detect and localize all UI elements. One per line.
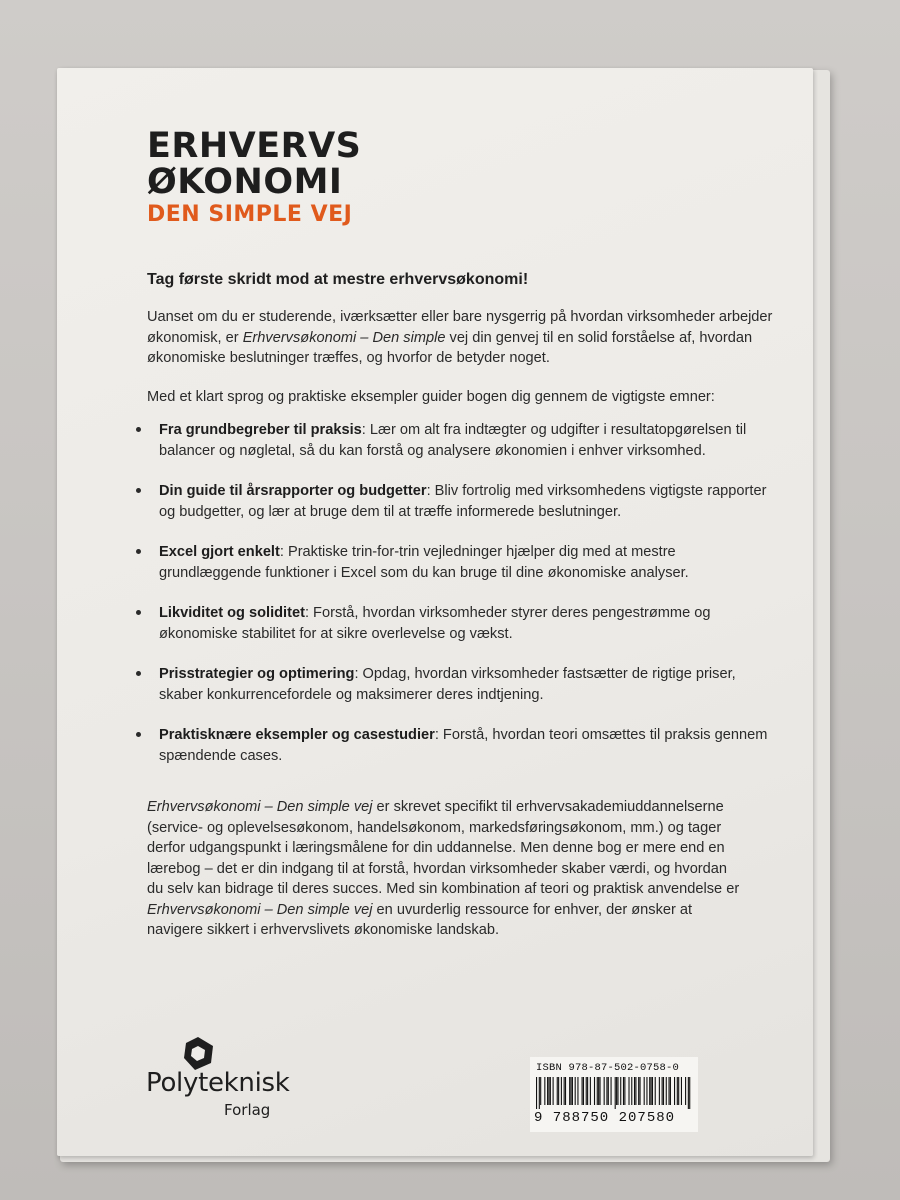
topic-heading: Prisstrategier og optimering xyxy=(159,666,355,682)
isbn-barcode xyxy=(530,1057,698,1132)
barcode-bar xyxy=(604,1077,605,1105)
topic-heading: Excel gjort enkelt xyxy=(159,544,280,560)
barcode-bar xyxy=(644,1077,645,1105)
topic-text: : Praktiske trin-for-trin vejledninger hjælper dig med at mestre grundlæggende funktioner i Excel som du kan bruge til dine økonomiske analyser. xyxy=(159,544,689,581)
barcode-bar xyxy=(681,1077,682,1105)
barcode-bar xyxy=(670,1077,671,1105)
topic-item xyxy=(128,664,768,705)
intro-text-b: vej din genvej til en solid forståelse af, hvordan økonomiske beslutninger træffes, og hvorfor de betyder noget. xyxy=(147,329,753,366)
publisher-logo xyxy=(146,1034,306,1124)
topic-item xyxy=(128,481,768,522)
barcode-bar xyxy=(611,1077,612,1105)
barcode-bar xyxy=(666,1077,667,1105)
bullet-icon xyxy=(136,671,141,676)
barcode-bar xyxy=(544,1077,545,1105)
bullet-icon xyxy=(136,488,141,493)
barcode-bar xyxy=(571,1077,572,1105)
barcode-bar xyxy=(583,1077,584,1105)
barcode-bar xyxy=(631,1077,632,1105)
barcode-bar xyxy=(688,1077,689,1109)
barcode-bar xyxy=(599,1077,600,1105)
bullet-icon xyxy=(136,732,141,737)
topic-item xyxy=(128,420,768,461)
barcode-bar xyxy=(689,1077,690,1109)
title-line-1: ERHVERVS xyxy=(147,126,362,166)
barcode-bar xyxy=(582,1077,583,1105)
bullet-icon xyxy=(136,549,141,554)
barcode-bar xyxy=(540,1077,541,1105)
barcode-bar xyxy=(616,1077,617,1105)
topic-heading: Fra grundbegreber til praksis xyxy=(159,422,362,438)
barcode-bar xyxy=(646,1077,647,1105)
publisher-sub: Forlag xyxy=(224,1101,271,1119)
barcode-bar xyxy=(558,1077,559,1105)
topic-text: : Forstå, hvordan virksomheder styrer deres pengestrømme og økonomiske stabilitet for at sikre overlevelse og vækst. xyxy=(159,605,711,642)
closing-paragraph xyxy=(147,797,743,941)
tagline: Tag første skridt mod at mestre erhvervsøkonomi! xyxy=(147,271,529,288)
title-line-2: ØKONOMI xyxy=(147,162,343,202)
barcode-bar xyxy=(628,1077,629,1105)
bullet-icon xyxy=(136,610,141,615)
closing-text-b: en uvurderlig ressource for enhver, der ønsker at navigere sikkert i erhvervslivets økonomiske landskab. xyxy=(147,901,693,938)
barcode-bar xyxy=(635,1077,636,1105)
closing-text-a: er skrevet specifikt til erhvervsakademiuddannelserne (service- og oplevelsesøkonom, handelsøkonom, markedsføringsøkonom, mm.) og tager derfor udgangspunkt i læringsmålene for din uddannelse. Men denne bog er mere end en lærebog – det er din indgang til at forstå, hvordan virksomheder skaber værdi, og hvordan du selv kan bidrage til deres succes. Med sin kombination af teori og praktisk anvendelse er xyxy=(147,799,740,897)
barcode-bar xyxy=(572,1077,573,1105)
barcode-digits: 9 788750 207580 xyxy=(534,1110,676,1126)
barcode-bar xyxy=(548,1077,549,1105)
topic-text: : Opdag, hvordan virksomheder fastsætter de rigtige priser, skaber konkurrencefordele og maksimerer deres indtjening. xyxy=(159,666,736,703)
intro-paragraph-2: Med et klart sprog og praktiske eksempler guider bogen dig gennem de vigtigste emner: xyxy=(147,389,715,405)
barcode-bar xyxy=(624,1077,625,1105)
barcode-bar xyxy=(617,1077,618,1105)
barcode-bar xyxy=(594,1077,595,1105)
barcode-bar xyxy=(569,1077,570,1105)
barcode-bar xyxy=(685,1077,686,1105)
barcode-bar xyxy=(634,1077,635,1105)
barcode-bar xyxy=(649,1077,650,1105)
barcode-bar xyxy=(577,1077,578,1105)
topic-text: : Lær om alt fra indtægter og udgifter i resultatopgørelsen til balancer og nøgletal, så du kan forstå og analysere økonomien i enhver virksomhed. xyxy=(159,422,747,459)
isbn-label: ISBN 978-87-502-0758-0 xyxy=(536,1062,680,1074)
barcode-bar xyxy=(553,1077,554,1105)
topic-heading: Likviditet og soliditet xyxy=(159,605,305,621)
intro-italic-title: Erhvervsøkonomi – Den simple xyxy=(242,329,446,346)
barcode-bar xyxy=(586,1077,587,1105)
barcode-bar xyxy=(564,1077,565,1105)
barcode-bar xyxy=(575,1077,576,1105)
barcode-bar xyxy=(638,1077,639,1105)
title-subtitle: DEN SIMPLE VEJ xyxy=(147,202,353,227)
barcode-bar xyxy=(652,1077,653,1105)
barcode-bar xyxy=(663,1077,664,1105)
barcode-bar xyxy=(674,1077,675,1105)
topic-text: : Bliv fortrolig med virksomhedens vigtigste rapporter og budgetter, og lær at bruge dem til at træffe informerede beslutninger. xyxy=(159,483,767,520)
barcode-bar xyxy=(659,1077,660,1105)
barcode-bar xyxy=(677,1077,678,1105)
intro-paragraph xyxy=(147,307,777,369)
closing-italic-title-a: Erhvervsøkonomi – Den simple vej xyxy=(147,799,373,815)
barcode-bar xyxy=(557,1077,558,1105)
barcode-bar xyxy=(620,1077,621,1105)
barcode-bar xyxy=(606,1077,607,1105)
barcode-bar xyxy=(598,1077,599,1105)
barcode-bar xyxy=(655,1077,656,1105)
barcode-bar xyxy=(662,1077,663,1105)
book-title xyxy=(147,128,361,230)
topic-text: : Forstå, hvordan teori omsættes til praksis gennem spændende cases. xyxy=(159,727,768,764)
barcode-bar xyxy=(539,1077,540,1109)
topic-heading: Praktisknære eksempler og casestudier xyxy=(159,727,435,743)
barcode-bar xyxy=(547,1077,548,1105)
publisher-name: Polyteknisk xyxy=(146,1068,290,1098)
barcode-bar xyxy=(561,1077,562,1105)
topic-item xyxy=(128,603,768,644)
closing-italic-title-b: Erhvervsøkonomi – Den simple vej xyxy=(147,901,373,918)
intro-text-a: Uanset om du er studerende, iværksætter eller bare nysgerrig på hvordan virksomheder arbejder økonomisk, er xyxy=(147,309,773,346)
barcode-bar xyxy=(587,1077,588,1105)
barcode-bar xyxy=(678,1077,679,1105)
barcode-bar xyxy=(536,1077,537,1109)
barcode-bar xyxy=(623,1077,624,1105)
topic-heading: Din guide til årsrapporter og budgetter xyxy=(159,483,427,499)
topic-item xyxy=(128,725,768,766)
barcode-bar xyxy=(550,1077,551,1105)
barcode-bars xyxy=(534,1077,694,1109)
barcode-bar xyxy=(608,1077,609,1105)
barcode-bar xyxy=(590,1077,591,1105)
topic-item xyxy=(128,542,768,583)
bullet-icon xyxy=(136,427,141,432)
topic-list xyxy=(128,420,768,786)
barcode-bar xyxy=(651,1077,652,1105)
barcode-bar xyxy=(565,1077,566,1105)
barcode-bar xyxy=(668,1077,669,1105)
barcode-bar xyxy=(615,1077,616,1109)
barcode-bar xyxy=(640,1077,641,1105)
barcode-bar xyxy=(597,1077,598,1105)
